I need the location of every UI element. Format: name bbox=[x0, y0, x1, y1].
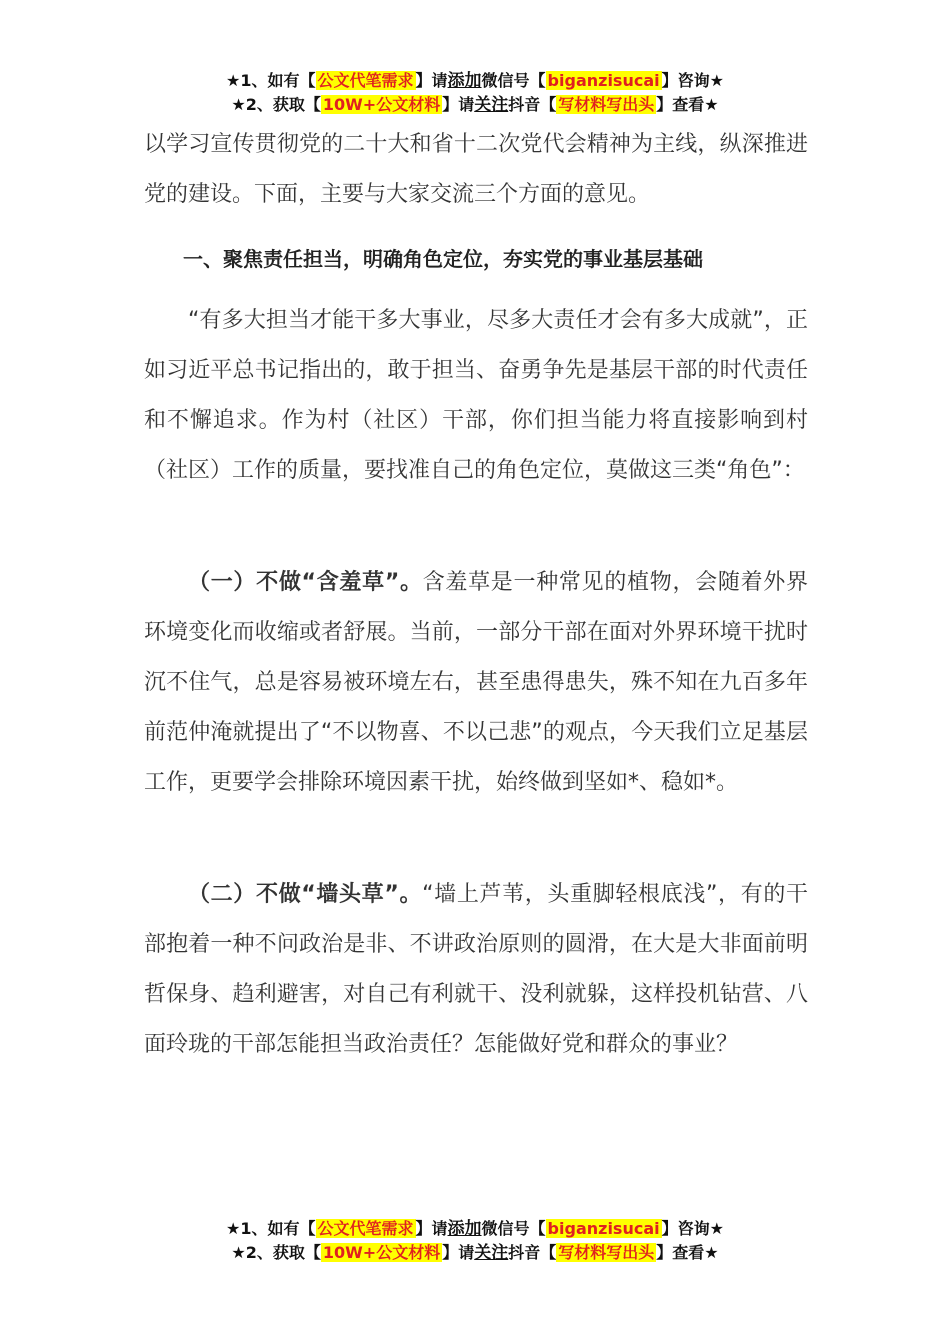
paragraph-3: （二）不做“墙头草”。“墙上芦苇，头重脚轻根底浅”，有的干部抱着一种不问政治是非、不讲政治原则的圆滑，在大是大非面前明哲保身、趋利避害，对自己有利就干、没利就躲，这样投机钻营、八面玲珑的干部怎能担当政治责任？怎能做好党和群众的事业？ bbox=[144, 882, 809, 1057]
footer-banner bbox=[0, 1217, 950, 1265]
highlight-materials: 10W+公文材料 bbox=[322, 1243, 441, 1262]
banner-line-1: ★1、如有【 公文代笔需求 】请添加微信号【 biganzisucai 】咨询★ bbox=[226, 1219, 724, 1239]
highlight-service: 公文代笔需求 bbox=[317, 71, 414, 90]
highlight-service: 公文代笔需求 bbox=[317, 1219, 414, 1238]
banner-line-2: ★2、获取【 10W+公文材料 】请关注抖音【 写材料写出头 】查看★ bbox=[231, 1243, 719, 1263]
paragraph-2: （一）不做“含羞草”。含羞草是一种常见的植物，会随着外界环境变化而收缩或者舒展。当前，一部分干部在面对外界环境干扰时沉不住气，总是容易被环境左右，甚至患得患失，殊不知在九百多年前范仲淹就提出了“不以物喜、不以己悲”的观点，今天我们立足基层工作，更要学会排除环境因素干扰，始终做到坚如*、稳如*。 bbox=[144, 570, 808, 795]
paragraph-1: “有多大担当才能干多大事业，尽多大责任才会有多大成就”，正如习近平总书记指出的，敢于担当、奋勇争先是基层干部的时代责任和不懈追求。作为村（社区）干部，你们担当能力将直接影响到村（社区）工作的质量，要找准自己的角色定位，莫做这三类“角色”： bbox=[144, 308, 808, 483]
intro-paragraph: 以学习宣传贯彻党的二十大和省十二次党代会精神为主线，纵深推进党的建设。下面，主要与大家交流三个方面的意见。 bbox=[144, 132, 808, 207]
banner-line-2: ★2、获取【 10W+公文材料 】请关注抖音【 写材料写出头 】查看★ bbox=[231, 95, 719, 115]
subheading-1: （一）不做“含羞草”。 bbox=[188, 570, 423, 595]
highlight-wechat-id: biganzisucai bbox=[547, 71, 660, 90]
subheading-2: （二）不做“墙头草”。 bbox=[188, 882, 423, 907]
highlight-douyin-account: 写材料写出头 bbox=[558, 95, 655, 114]
section-heading-1: 一、聚焦责任担当，明确角色定位，夯实党的事业基层基础 bbox=[183, 247, 703, 271]
highlight-douyin-account: 写材料写出头 bbox=[558, 1243, 655, 1262]
banner-line-1: ★1、如有【 公文代笔需求 】请添加微信号【 biganzisucai 】咨询★ bbox=[226, 71, 724, 91]
header-banner bbox=[0, 69, 950, 117]
highlight-wechat-id: biganzisucai bbox=[547, 1219, 660, 1238]
highlight-materials: 10W+公文材料 bbox=[322, 95, 441, 114]
